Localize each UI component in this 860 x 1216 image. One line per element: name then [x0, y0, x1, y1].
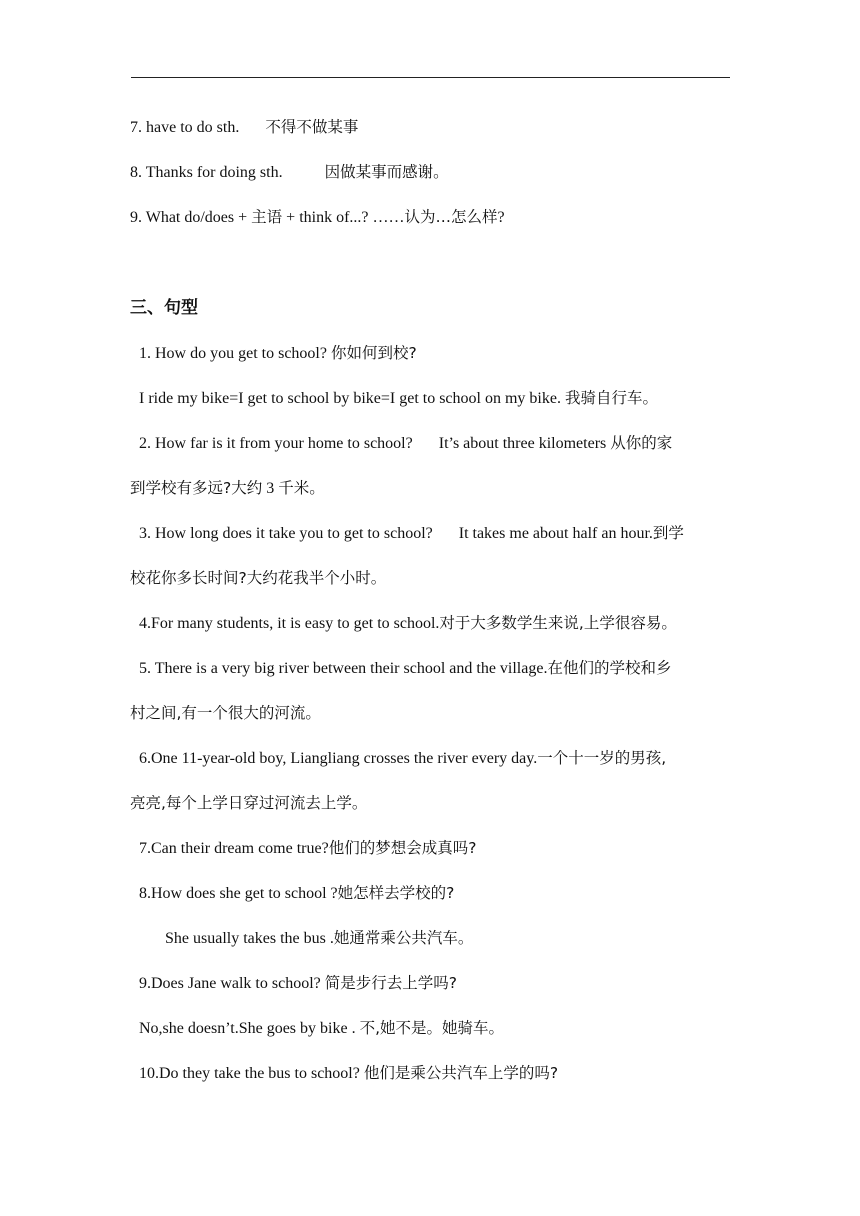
sentence-4-en: 4.For many students, it is easy to get to school.	[139, 615, 440, 632]
sentence-1-en: 1. How do you get to school?	[139, 345, 327, 362]
header-rule	[131, 77, 730, 78]
sentence-8	[139, 882, 739, 905]
sentence-7	[139, 837, 739, 860]
sentence-5-zh1: 在他们的学校和乡	[547, 659, 672, 677]
phrase-8	[130, 161, 730, 184]
sentence-5-line2	[130, 702, 730, 725]
sentence-5-zh2: 村之间,有一个很大的河流。	[130, 704, 321, 722]
sentence-10	[139, 1062, 739, 1085]
sentence-7-zh: 他们的梦想会成真吗?	[328, 839, 477, 857]
phrase-7-en: 7. have to do sth.	[130, 119, 240, 136]
phrase-9-c: ?	[497, 209, 505, 226]
sentence-3-zh2: 校花你多长时间?大约花我半个小时。	[130, 569, 387, 587]
phrase-9-b: + think of...? ……	[282, 209, 405, 226]
sentence-6-zh2: 亮亮,每个上学日穿过河流去上学。	[130, 794, 368, 812]
sentence-2-line2	[130, 477, 730, 500]
sentence-6-line1	[139, 747, 730, 770]
phrase-9-zh2: 认为…怎么样	[404, 208, 498, 226]
sentence-9-zh: 简是步行去上学吗?	[324, 974, 457, 992]
sentence-2-zh1: 从你的家	[610, 434, 673, 452]
sentence-9b-en: No,she doesn’t.She goes by bike .	[139, 1020, 356, 1037]
sentence-8-zh: 她怎样去学校的?	[337, 884, 455, 902]
sentence-5-en: 5. There is a very big river between their school and the village.	[139, 660, 548, 677]
sentence-9b	[139, 1017, 739, 1040]
sentence-2-en2: It’s about three kilometers	[438, 435, 607, 452]
sentence-6-line2	[130, 792, 730, 815]
sentence-6-en: 6.One 11-year-old boy, Liangliang crosses the river every day.	[139, 750, 538, 767]
sentence-9-en: 9.Does Jane walk to school?	[139, 975, 321, 992]
sentence-10-en: 10.Do they take the bus to school?	[139, 1065, 360, 1082]
sentence-3-en2: It takes me about half an hour.	[458, 525, 653, 542]
section-title: 三、句型	[130, 298, 198, 318]
sentence-8b-zh: 她通常乘公共汽车。	[333, 929, 474, 947]
sentence-9	[139, 972, 739, 995]
sentence-1	[139, 342, 739, 365]
sentence-3-zh1: 到学	[652, 524, 684, 542]
sentence-3-en1: 3. How long does it take you to get to school?	[139, 525, 433, 542]
phrase-9-zh1: 主语	[251, 208, 283, 226]
sentence-8b-en: She usually takes the bus .	[165, 930, 334, 947]
sentence-2-line1	[139, 432, 730, 455]
sentence-3-line2	[130, 567, 730, 590]
sentence-9b-zh: 不,她不是。她骑车。	[359, 1019, 505, 1037]
sentence-5-line1	[139, 657, 730, 680]
sentence-4-zh: 对于大多数学生来说,上学很容易。	[439, 614, 677, 632]
phrase-9-a: 9. What do/does +	[130, 209, 252, 226]
phrase-8-en: 8. Thanks for doing sth.	[130, 164, 283, 181]
sentence-4	[139, 612, 730, 635]
phrase-7-zh: 不得不做某事	[265, 118, 359, 136]
sentence-1b-zh: 我骑自行车。	[564, 389, 658, 407]
sentence-1-zh: 你如何到校?	[330, 344, 417, 362]
sentence-7-en: 7.Can their dream come true?	[139, 840, 329, 857]
sentence-8b	[165, 927, 765, 950]
phrase-9	[130, 206, 730, 229]
sentence-3-line1	[139, 522, 730, 545]
sentence-2-zh2b: 千米。	[278, 479, 325, 497]
sentence-2-zh2a: 到学校有多远?大约	[130, 479, 263, 497]
phrase-7	[130, 116, 730, 139]
sentence-1b	[139, 387, 739, 410]
sentence-2-num: 3	[266, 480, 275, 497]
sentence-1b-en: I ride my bike=I get to school by bike=I get to school on my bike.	[139, 390, 561, 407]
sentence-8-en: 8.How does she get to school ?	[139, 885, 338, 902]
phrase-8-zh: 因做某事而感谢。	[324, 163, 449, 181]
sentence-6-zh1: 一个十一岁的男孩,	[537, 749, 667, 767]
sentence-2-en1: 2. How far is it from your home to school?	[139, 435, 413, 452]
sentence-10-zh: 他们是乘公共汽车上学的吗?	[363, 1064, 559, 1082]
